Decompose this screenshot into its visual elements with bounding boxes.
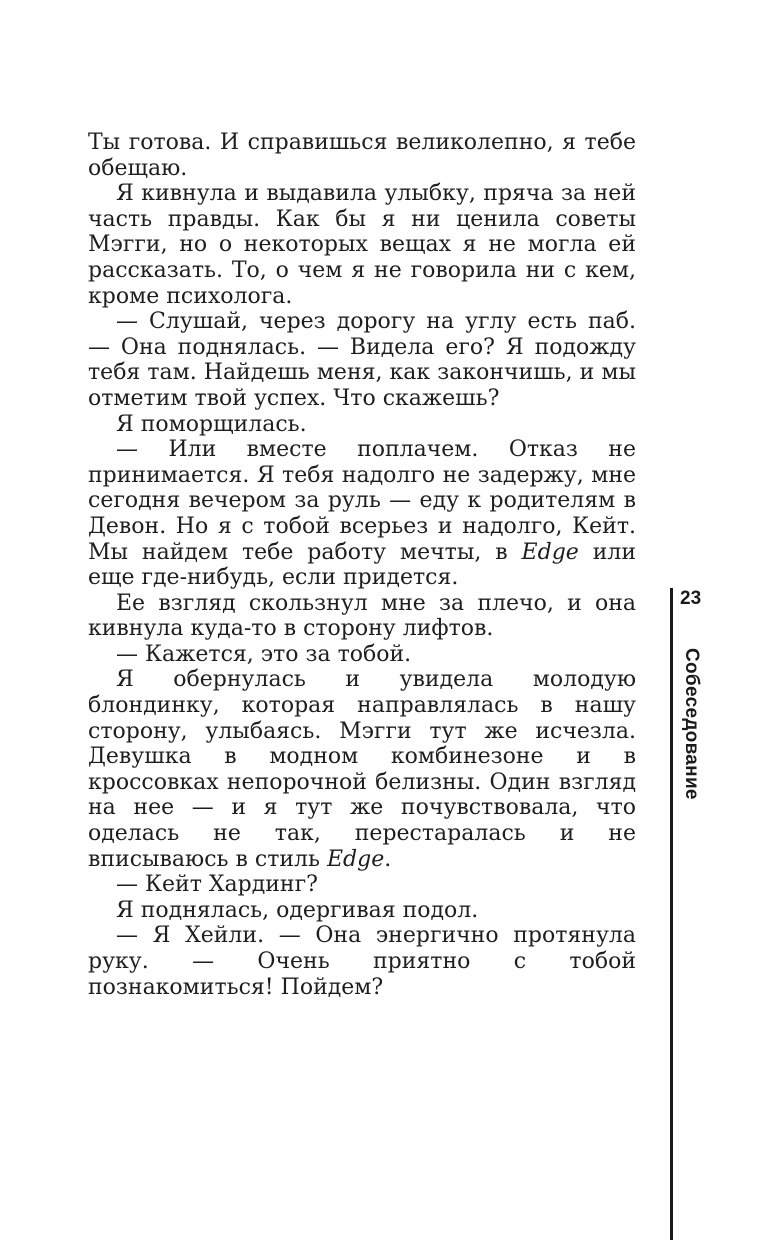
paragraph: — Я Хейли. — Она энергично протянула руку. — Очень приятно с тобой познакомиться! Пойдем? (88, 923, 636, 1000)
paragraph: Ее взгляд скользнул мне за плечо, и она кивнула куда-то в сторону лифтов. (88, 590, 636, 642)
paragraph: Ты готова. И справишься великолепно, я тебе обещаю. (88, 130, 636, 181)
paragraph: Я обернулась и увидела молодую блондинку, которая направлялась в нашу сторону, улыбаясь. Мэгги тут же исчезла. Девушка в модном комбинезоне и в кроссовках непорочной белизны. Один взгляд на нее — и я тут же почувствовала, что оделась не так, перестаралась и не вписываюсь в стиль Edge. (88, 667, 636, 872)
italic-magazine-name: Edge (326, 846, 385, 872)
paragraph: — Слушай, через дорогу на углу есть паб. — Она поднялась. — Видела его? Я подожду тебя там. Найдешь меня, как закончишь, и мы отметим твой успех. Что скажешь? (88, 309, 636, 411)
paragraph: Я поморщилась. (116, 411, 307, 437)
running-head: Собеседование (681, 648, 702, 800)
paragraph: Я поднялась, одергивая подол. (116, 897, 479, 923)
page-number: 23 (680, 588, 702, 609)
paragraph: — Или вместе поплачем. Отказ не принимается. Я тебя надолго не задержу, мне сегодня вечером за руль — еду к родителям в Девон. Но я с тобой всерьез и надолго, Кейт. Мы найдем тебе работу мечты, в Edge или еще где-нибудь, если придется. (88, 437, 636, 591)
paragraph: — Кейт Хардинг? (116, 872, 318, 898)
margin-rule (670, 588, 673, 1240)
body-text (88, 130, 636, 1000)
italic-magazine-name: Edge (521, 539, 579, 565)
paragraph: — Кажется, это за тобой. (116, 641, 412, 667)
paragraph: Я кивнула и выдавила улыбку, пряча за ней часть правды. Как бы я ни ценила советы Мэгги, но о некоторых вещах я не могла ей рассказать. То, о чем я не говорила ни с кем, кроме психолога. (88, 181, 636, 309)
